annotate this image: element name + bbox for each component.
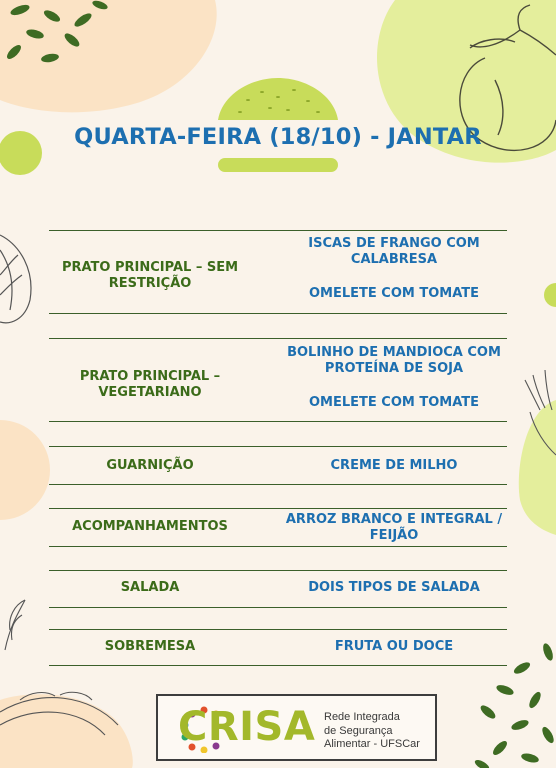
green-bun-top: [218, 78, 338, 120]
table-rule: [49, 665, 507, 666]
page-title: QUARTA-FEIRA (18/10) - JANTAR: [74, 124, 482, 150]
green-blob-right: [519, 400, 556, 535]
row-value-sobremesa: FRUTA OU DOCE: [334, 639, 454, 654]
sketch-leaf-left: [0, 235, 31, 323]
table-rule: [49, 230, 507, 231]
row-value-guarnicao: CREME DE MILHO: [330, 458, 458, 473]
peach-blob-top-left: [0, 0, 217, 112]
table-rule: [49, 338, 507, 339]
peach-circle-left: [0, 420, 50, 520]
table-rule: [49, 446, 507, 447]
row-label-prato-principal-sem-restricao: PRATO PRINCIPAL – SEM RESTRIÇÃO: [61, 260, 239, 291]
table-rule: [49, 607, 507, 608]
green-dot-right: [544, 283, 556, 307]
table-rule: [49, 629, 507, 630]
row-value-acompanhamentos: ARROZ BRANCO E INTEGRAL / FEIJÃO: [285, 512, 503, 543]
row-label-acompanhamentos: ACOMPANHAMENTOS: [72, 519, 228, 534]
row-label-prato-principal-vegetariano: PRATO PRINCIPAL – VEGETARIANO: [79, 369, 221, 400]
row-value-salada: DOIS TIPOS DE SALADA: [308, 580, 480, 595]
crisa-logo-text: Rede Integrada de Segurança Alimentar - UFSCar: [324, 711, 420, 750]
table-rule: [49, 508, 507, 509]
table-rule: [49, 484, 507, 485]
sketch-plant-left: [5, 600, 25, 650]
table-rule: [49, 546, 507, 547]
table-rule: [49, 313, 507, 314]
peach-blob-bottom-left: [0, 694, 133, 768]
crisa-logo-word: CRISA: [178, 704, 316, 750]
row-value-prato-principal-vegetariano: BOLINHO DE MANDIOCA COM PROTEÍNA DE SOJA OMELETE COM TOMATE: [287, 345, 501, 410]
table-rule: [49, 421, 507, 422]
green-bun-bottom: [218, 158, 338, 172]
table-rule: [49, 570, 507, 571]
leaf-cluster-bottom-right: [473, 642, 556, 768]
row-label-guarnicao: GUARNIÇÃO: [106, 458, 194, 473]
row-label-sobremesa: SOBREMESA: [104, 639, 196, 654]
row-label-salada: SALADA: [120, 580, 180, 595]
row-value-prato-principal-sem-restricao: ISCAS DE FRANGO COM CALABRESA OMELETE COM TOMATE: [308, 236, 480, 301]
